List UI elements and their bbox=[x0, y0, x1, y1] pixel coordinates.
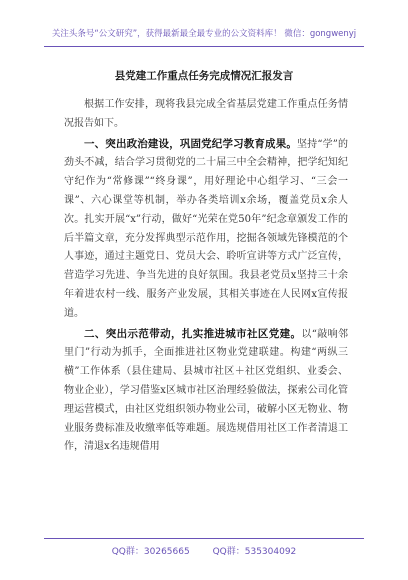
section-1-heading: 一、突出政治建设，巩固党纪学习教育成果。 bbox=[84, 137, 298, 150]
footer-divider bbox=[44, 538, 364, 539]
footer-qq-group-1: QQ群：30265665 bbox=[111, 547, 190, 557]
document-title: 县党建工作重点任务完成情况汇报发言 bbox=[114, 70, 294, 82]
footer bbox=[0, 544, 408, 557]
section-1-body: 坚持“学”的劲头不减，结合学习贯彻党的二十届三中全会精神，把学纪知纪守纪作为“常修课”“终身课”，用好理论中心组学习、“三会一课”、六心课堂等机制，举办各类培训x余场，覆盖党员x余人次。扎实开展“x”行动，做好“光荣在党50年”纪念章颁发工作的后半篇文章，充分发挥典型示范作用，挖掘各领域先锋模范的个人事迹，通过主题党日、党员大会、聆听宣讲等方式广泛宣传，营造学习先进、争当先进的良好氛围。我县老党员x坚持三十余年着进农村一线、服务产业发展，其相关事迹在人民网x宣传报道。 bbox=[64, 138, 348, 319]
intro-paragraph: 根据工作安排，现将我县完成全省基层党建工作重点任务情况报告如下。 bbox=[64, 99, 348, 129]
section-1-paragraph bbox=[64, 135, 348, 324]
header-banner: 关注头条号“公文研究”，获得最新最全最专业的公文资料库！ 微信：gongwenyj bbox=[51, 29, 357, 39]
section-2-paragraph bbox=[64, 325, 348, 458]
document-body bbox=[64, 96, 348, 457]
section-2-heading: 二、突出示范带动，扎实推进城市社区党建。 bbox=[84, 327, 302, 340]
header-divider bbox=[44, 46, 364, 47]
footer-qq-group-2: QQ群：535304092 bbox=[212, 547, 297, 557]
section-2-body: 以“敲响邻里门”行动为抓手，全面推进社区物业党建联建。构建“两纵三横”工作体系（县住建局、县城市社区＋社区党组织、业委会、物业企业），学习借鉴x区城市社区治理经验做法，探索公司化管理运营模式，由社区党组织领办物业公司，破解小区无物业、物业服务费标准及收缴率低等难题。展选规借用社区工作者清退工作，清退x名违规借用 bbox=[64, 328, 348, 453]
